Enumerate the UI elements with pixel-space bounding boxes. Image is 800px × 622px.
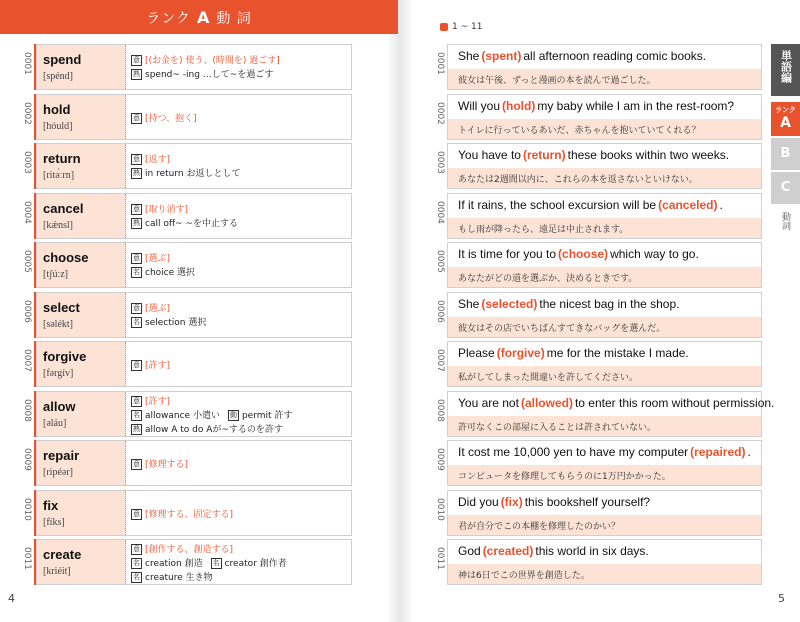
sentence-number (435, 242, 447, 288)
sentence-number (435, 440, 447, 486)
word-cell (37, 441, 126, 485)
sentence-translation-bar (448, 416, 761, 436)
pos-tag-icon: 名 (133, 559, 140, 567)
entry-number-text: 0011 (22, 547, 32, 570)
sentence-pre: Will you (458, 98, 501, 113)
vocab-entry (36, 193, 352, 239)
sentence-post: this bookshelf yourself? (524, 494, 651, 509)
entry-number (22, 391, 34, 437)
pronunciation: [fíks] (43, 516, 65, 528)
definition-cell (131, 194, 347, 238)
definition (131, 152, 170, 165)
related-form-text: choice 選択 (145, 268, 196, 278)
related-form (131, 166, 240, 179)
sentence-post: which way to go. (610, 247, 699, 261)
sentence-answer: (return) (522, 148, 566, 162)
related-form (131, 570, 213, 583)
entry-number-text: 0001 (22, 52, 32, 75)
sentence-english (458, 49, 757, 63)
definition-text: [選ぶ] (145, 254, 171, 264)
sentence-english (458, 148, 757, 162)
sentence-pre: Did you (458, 494, 499, 509)
sentence-japanese: コンピュータを修理してもらうのに1万円かかった。 (458, 472, 671, 482)
sentence-pre: She (458, 49, 480, 63)
word-cell (37, 293, 126, 337)
headword: hold (43, 101, 71, 117)
entry-number (22, 539, 34, 585)
definition-cell (131, 45, 347, 89)
sentence-number-text: 0011 (435, 547, 445, 570)
tab-rank-small-label: ランク (775, 106, 796, 114)
entry-number-text: 0010 (22, 497, 32, 521)
left-gutter-shadow (386, 0, 400, 622)
pos-tag-icon: 名 (212, 559, 220, 567)
sentence-english (458, 346, 757, 360)
sentence-number-text: 0006 (435, 299, 445, 323)
related-form-text: call off~ ~を中止する (145, 218, 238, 229)
pronunciation: [spénd] (43, 71, 73, 82)
vocab-entry (36, 341, 352, 387)
vocab-entry (36, 440, 352, 486)
rank-letter: A (196, 8, 211, 27)
sentence-answer: (spent) (481, 49, 522, 63)
related-form (131, 265, 195, 278)
tab-part-of-speech: 動詞 (780, 212, 790, 230)
sentence-post: all afternoon reading comic books. (523, 49, 707, 63)
entry-number (22, 440, 34, 486)
definition-text: [持つ、抱く] (145, 113, 197, 124)
sentence-answer: (repaired) (690, 445, 746, 459)
pronunciation: [ritə́ːrn] (43, 170, 75, 181)
definition-cell (131, 342, 347, 386)
tab-rank-a[interactable] (771, 102, 800, 136)
meaning-tag-icon: 意 (133, 509, 140, 518)
example-sentence (447, 539, 762, 585)
example-sentence (447, 44, 762, 90)
sentence-japanese: トイレに行っているあいだ、赤ちゃんを抱いていてくれる？ (458, 125, 701, 136)
headword: cancel (43, 200, 84, 216)
headword: choose (43, 250, 89, 265)
pronunciation: [kǽnsl] (43, 219, 73, 231)
related-form-text: permit 許す (241, 410, 293, 421)
definition (131, 301, 170, 314)
definition-cell (131, 491, 347, 535)
sentence-japanese: あなたがどの道を選ぶか、決めるときです。 (458, 274, 638, 284)
entry-number-text: 0002 (22, 101, 32, 125)
sentence-japanese: 彼女はその店でいちばんすてきなバッグを選んだ。 (458, 323, 666, 334)
sentence-pre: You are not (458, 395, 519, 410)
related-form (131, 556, 287, 569)
definition-text: [(お金を) 使う、(時間を) 過ごす] (145, 56, 280, 66)
related-form (131, 216, 238, 229)
rank-header (0, 0, 398, 34)
sentence-translation-bar (448, 119, 761, 139)
pronunciation: [əláu] (43, 417, 67, 429)
audio-track-label[interactable] (440, 22, 482, 32)
sentence-answer: (hold) (502, 98, 536, 113)
headword: select (43, 299, 80, 315)
category-label: 動 詞 (216, 11, 252, 27)
meaning-tag-icon: 意 (133, 155, 140, 163)
sentence-post: me for the mistake I made. (546, 346, 689, 360)
vocab-entry (36, 391, 352, 437)
page-number-right: 5 (778, 592, 785, 605)
related-form (131, 422, 283, 435)
word-cell (37, 540, 126, 584)
meaning-tag-icon: 意 (133, 396, 140, 405)
sentence-number-text: 0010 (435, 497, 445, 521)
definition (131, 542, 233, 555)
headword: return (43, 151, 81, 166)
word-cell (37, 243, 126, 287)
sentence-answer: (selected) (481, 296, 538, 311)
sentence-answer: (choose) (558, 247, 609, 261)
entry-number (22, 143, 34, 189)
sentence-post: . (747, 445, 751, 459)
vocab-entry (36, 490, 352, 536)
vocab-entry (36, 94, 352, 140)
sentence-number-text: 0002 (435, 101, 445, 125)
sentence-english (458, 297, 757, 311)
meaning-tag-icon: 意 (133, 254, 140, 262)
vocab-entry (36, 143, 352, 189)
sentence-answer: (created) (482, 544, 534, 558)
pronunciation: [kriéit] (43, 566, 71, 577)
example-sentence (447, 143, 762, 189)
sentence-post: . (719, 197, 723, 212)
tab-vocab-section[interactable] (771, 44, 800, 96)
definition-cell (131, 392, 347, 436)
tab-rank-c[interactable]: C (771, 172, 800, 204)
sentence-japanese: 神は6日でこの世界を創造した。 (458, 571, 590, 581)
pronunciation: [fərgív] (43, 368, 74, 379)
definition-cell (131, 95, 347, 139)
sentence-number-text: 0004 (435, 200, 445, 224)
sentence-number-text: 0007 (435, 349, 445, 372)
example-sentence (447, 292, 762, 338)
sentence-number (435, 391, 447, 437)
sentence-answer: (fix) (500, 494, 523, 509)
rank-title (0, 8, 398, 28)
sentence-translation-bar (448, 366, 761, 386)
definition (131, 457, 188, 470)
entry-number (22, 94, 34, 140)
right-gutter-shadow (400, 0, 414, 622)
related-form-text: creature 生き物 (145, 573, 213, 583)
example-sentence (447, 440, 762, 486)
sentence-answer: (canceled) (658, 197, 718, 212)
definition (131, 251, 170, 264)
word-cell (37, 95, 126, 139)
sentence-japanese: あなたは2週間以内に、これらの本を返さないといけない。 (458, 175, 698, 185)
sentence-english (458, 495, 757, 509)
entry-number-text: 0006 (22, 299, 32, 323)
sentence-number (435, 44, 447, 90)
word-cell (37, 392, 126, 436)
definition-cell (131, 540, 347, 584)
definition-cell (131, 441, 347, 485)
definition-text: [選ぶ] (145, 303, 171, 314)
headword: fix (43, 497, 59, 513)
rank-prefix: ランク (146, 11, 191, 27)
entry-number-text: 0005 (22, 250, 32, 273)
definition-cell (131, 293, 347, 337)
sentence-number (435, 94, 447, 140)
word-cell (37, 144, 126, 188)
pos-tag-icon: 熟 (133, 218, 140, 227)
meaning-tag-icon: 意 (133, 460, 140, 468)
definition (131, 358, 170, 371)
definition (131, 53, 280, 66)
sentence-translation-bar (448, 267, 761, 287)
sentence-english (458, 247, 757, 261)
sentence-japanese: 彼女は午後、ずっと漫画の本を読んで過ごした。 (458, 76, 656, 86)
related-form-text: allowance 小遣い (145, 410, 220, 421)
example-sentence (447, 341, 762, 387)
pos-tag-icon: 熟 (133, 169, 140, 177)
sentence-pre: Please (458, 346, 495, 360)
definition-text: [許す] (145, 361, 171, 371)
definition-text: [許す] (145, 396, 171, 407)
sentence-number-text: 0009 (435, 448, 445, 471)
sentence-number-text: 0008 (435, 398, 445, 422)
sentence-translation-bar (448, 465, 761, 485)
example-sentence (447, 193, 762, 239)
speaker-icon (440, 23, 448, 31)
definition-cell (131, 243, 347, 287)
tab-vocab-label: 単語編 (779, 50, 793, 83)
audio-range-text: 1 ~ 11 (452, 22, 483, 32)
entry-number (22, 292, 34, 338)
related-form (131, 408, 292, 421)
vocab-entry (36, 44, 352, 90)
sentence-number (435, 292, 447, 338)
sentence-english (458, 445, 757, 459)
definition-text: [返す] (145, 155, 171, 165)
vocab-entry (36, 539, 352, 585)
meaning-tag-icon: 意 (133, 545, 140, 553)
word-cell (37, 342, 126, 386)
vocab-entry (36, 242, 352, 288)
headword: forgive (43, 349, 87, 364)
definition-text: [修理する] (145, 460, 189, 470)
sentence-post: my baby while I am in the rest-room? (537, 98, 735, 113)
sentence-translation-bar (448, 218, 761, 238)
sentence-number (435, 193, 447, 239)
meaning-tag-icon: 意 (133, 303, 140, 312)
definition-text: [取り消す] (145, 204, 189, 215)
related-form (131, 67, 273, 80)
sentence-translation-bar (448, 168, 761, 188)
sentence-translation-bar (448, 69, 761, 89)
pronunciation: [tʃúːz] (43, 269, 68, 280)
sentence-post: these books within two weeks. (567, 148, 730, 162)
headword: allow (43, 398, 76, 414)
sentence-translation-bar (448, 564, 761, 584)
sentence-pre: It cost me 10,000 yen to have my computer (458, 445, 689, 459)
definition (131, 394, 170, 407)
sentence-english (458, 544, 757, 558)
entry-number (22, 242, 34, 288)
sentence-japanese: もし雨が降ったら、遠足は中止されます。 (458, 224, 629, 235)
sentence-post: to enter this room without permission. (574, 395, 775, 410)
word-cell (37, 491, 126, 535)
pos-tag-icon: 名 (133, 317, 140, 326)
entry-number-text: 0003 (22, 151, 32, 174)
related-form-text: creator 創作者 (224, 559, 287, 569)
sentence-post: the nicest bag in the shop. (539, 296, 680, 311)
headword: spend (43, 52, 82, 67)
pronunciation: [hóuld] (43, 120, 73, 132)
definition-text: [修理する、固定する] (145, 509, 234, 520)
sentence-english (458, 395, 775, 410)
sentence-pre: She (458, 296, 480, 311)
pronunciation: [səlékt] (43, 318, 73, 330)
pos-tag-icon: 名 (133, 573, 140, 581)
tab-rank-a-letter: A (780, 115, 791, 131)
entry-number (22, 193, 34, 239)
sentence-post: this world in six days. (535, 544, 649, 558)
sentence-translation-bar (448, 317, 761, 337)
entry-number (22, 341, 34, 387)
sentence-pre: It is time for you to (458, 247, 557, 261)
word-cell (37, 45, 126, 89)
meaning-tag-icon: 意 (133, 204, 140, 213)
definition (131, 111, 197, 124)
sentence-pre: God (458, 544, 481, 558)
related-form-text: spend~ -ing …して~を過ごす (145, 70, 274, 80)
sentence-number (435, 341, 447, 387)
sentence-answer: (forgive) (496, 346, 545, 360)
sentence-pre: If it rains, the school excursion will be (458, 197, 657, 212)
sentence-number (435, 490, 447, 536)
definition-cell (131, 144, 347, 188)
sentence-english (458, 198, 757, 212)
related-form-text: creation 創造 (145, 559, 203, 569)
example-sentence (447, 242, 762, 288)
example-sentence (447, 94, 762, 140)
meaning-tag-icon: 意 (133, 361, 140, 369)
vocab-entry (36, 292, 352, 338)
entry-number (22, 490, 34, 536)
entry-number-text: 0009 (22, 448, 32, 471)
sentence-answer: (allowed) (520, 395, 573, 410)
entry-number-text: 0007 (22, 349, 32, 372)
pos-tag-icon: 名 (133, 410, 140, 419)
word-cell (37, 194, 126, 238)
example-sentence (447, 391, 775, 437)
entry-number-text: 0008 (22, 398, 32, 422)
related-form (131, 315, 206, 328)
sentence-number (435, 539, 447, 585)
sentence-pre: You have to (458, 148, 521, 162)
pronunciation: [ripéər] (43, 467, 73, 478)
definition-text: [創作する、創造する] (145, 545, 234, 555)
related-form-text: in return お返しとして (145, 169, 241, 179)
meaning-tag-icon: 意 (133, 56, 140, 64)
meaning-tag-icon: 意 (133, 113, 140, 122)
tab-rank-b[interactable]: B (771, 138, 800, 170)
sentence-number-text: 0005 (435, 250, 445, 273)
entry-number (22, 44, 34, 90)
pos-tag-icon: 熟 (133, 70, 140, 78)
headword: create (43, 547, 82, 562)
sentence-japanese: 君が自分でこの本棚を修理したのかい？ (458, 521, 621, 532)
definition (131, 507, 233, 520)
pos-tag-icon: 動 (229, 410, 237, 419)
definition (131, 202, 188, 215)
page-number-left: 4 (8, 592, 15, 605)
related-form-text: allow A to do Aが~するのを許す (145, 424, 283, 435)
pos-tag-icon: 熟 (133, 424, 140, 433)
sentence-number-text: 0003 (435, 151, 445, 174)
headword: repair (43, 448, 80, 463)
sentence-translation-bar (448, 515, 761, 535)
sentence-number (435, 143, 447, 189)
sentence-english (458, 99, 757, 113)
example-sentence (447, 490, 762, 536)
related-form-text: selection 選択 (145, 317, 207, 328)
sentence-japanese: 許可なくこの部屋に入ることは許されていない。 (458, 422, 657, 433)
entry-number-text: 0004 (22, 200, 32, 224)
pos-tag-icon: 名 (133, 268, 140, 276)
sentence-number-text: 0001 (435, 52, 445, 75)
sentence-japanese: 私がしてしまった間違いを許してください。 (458, 373, 639, 383)
